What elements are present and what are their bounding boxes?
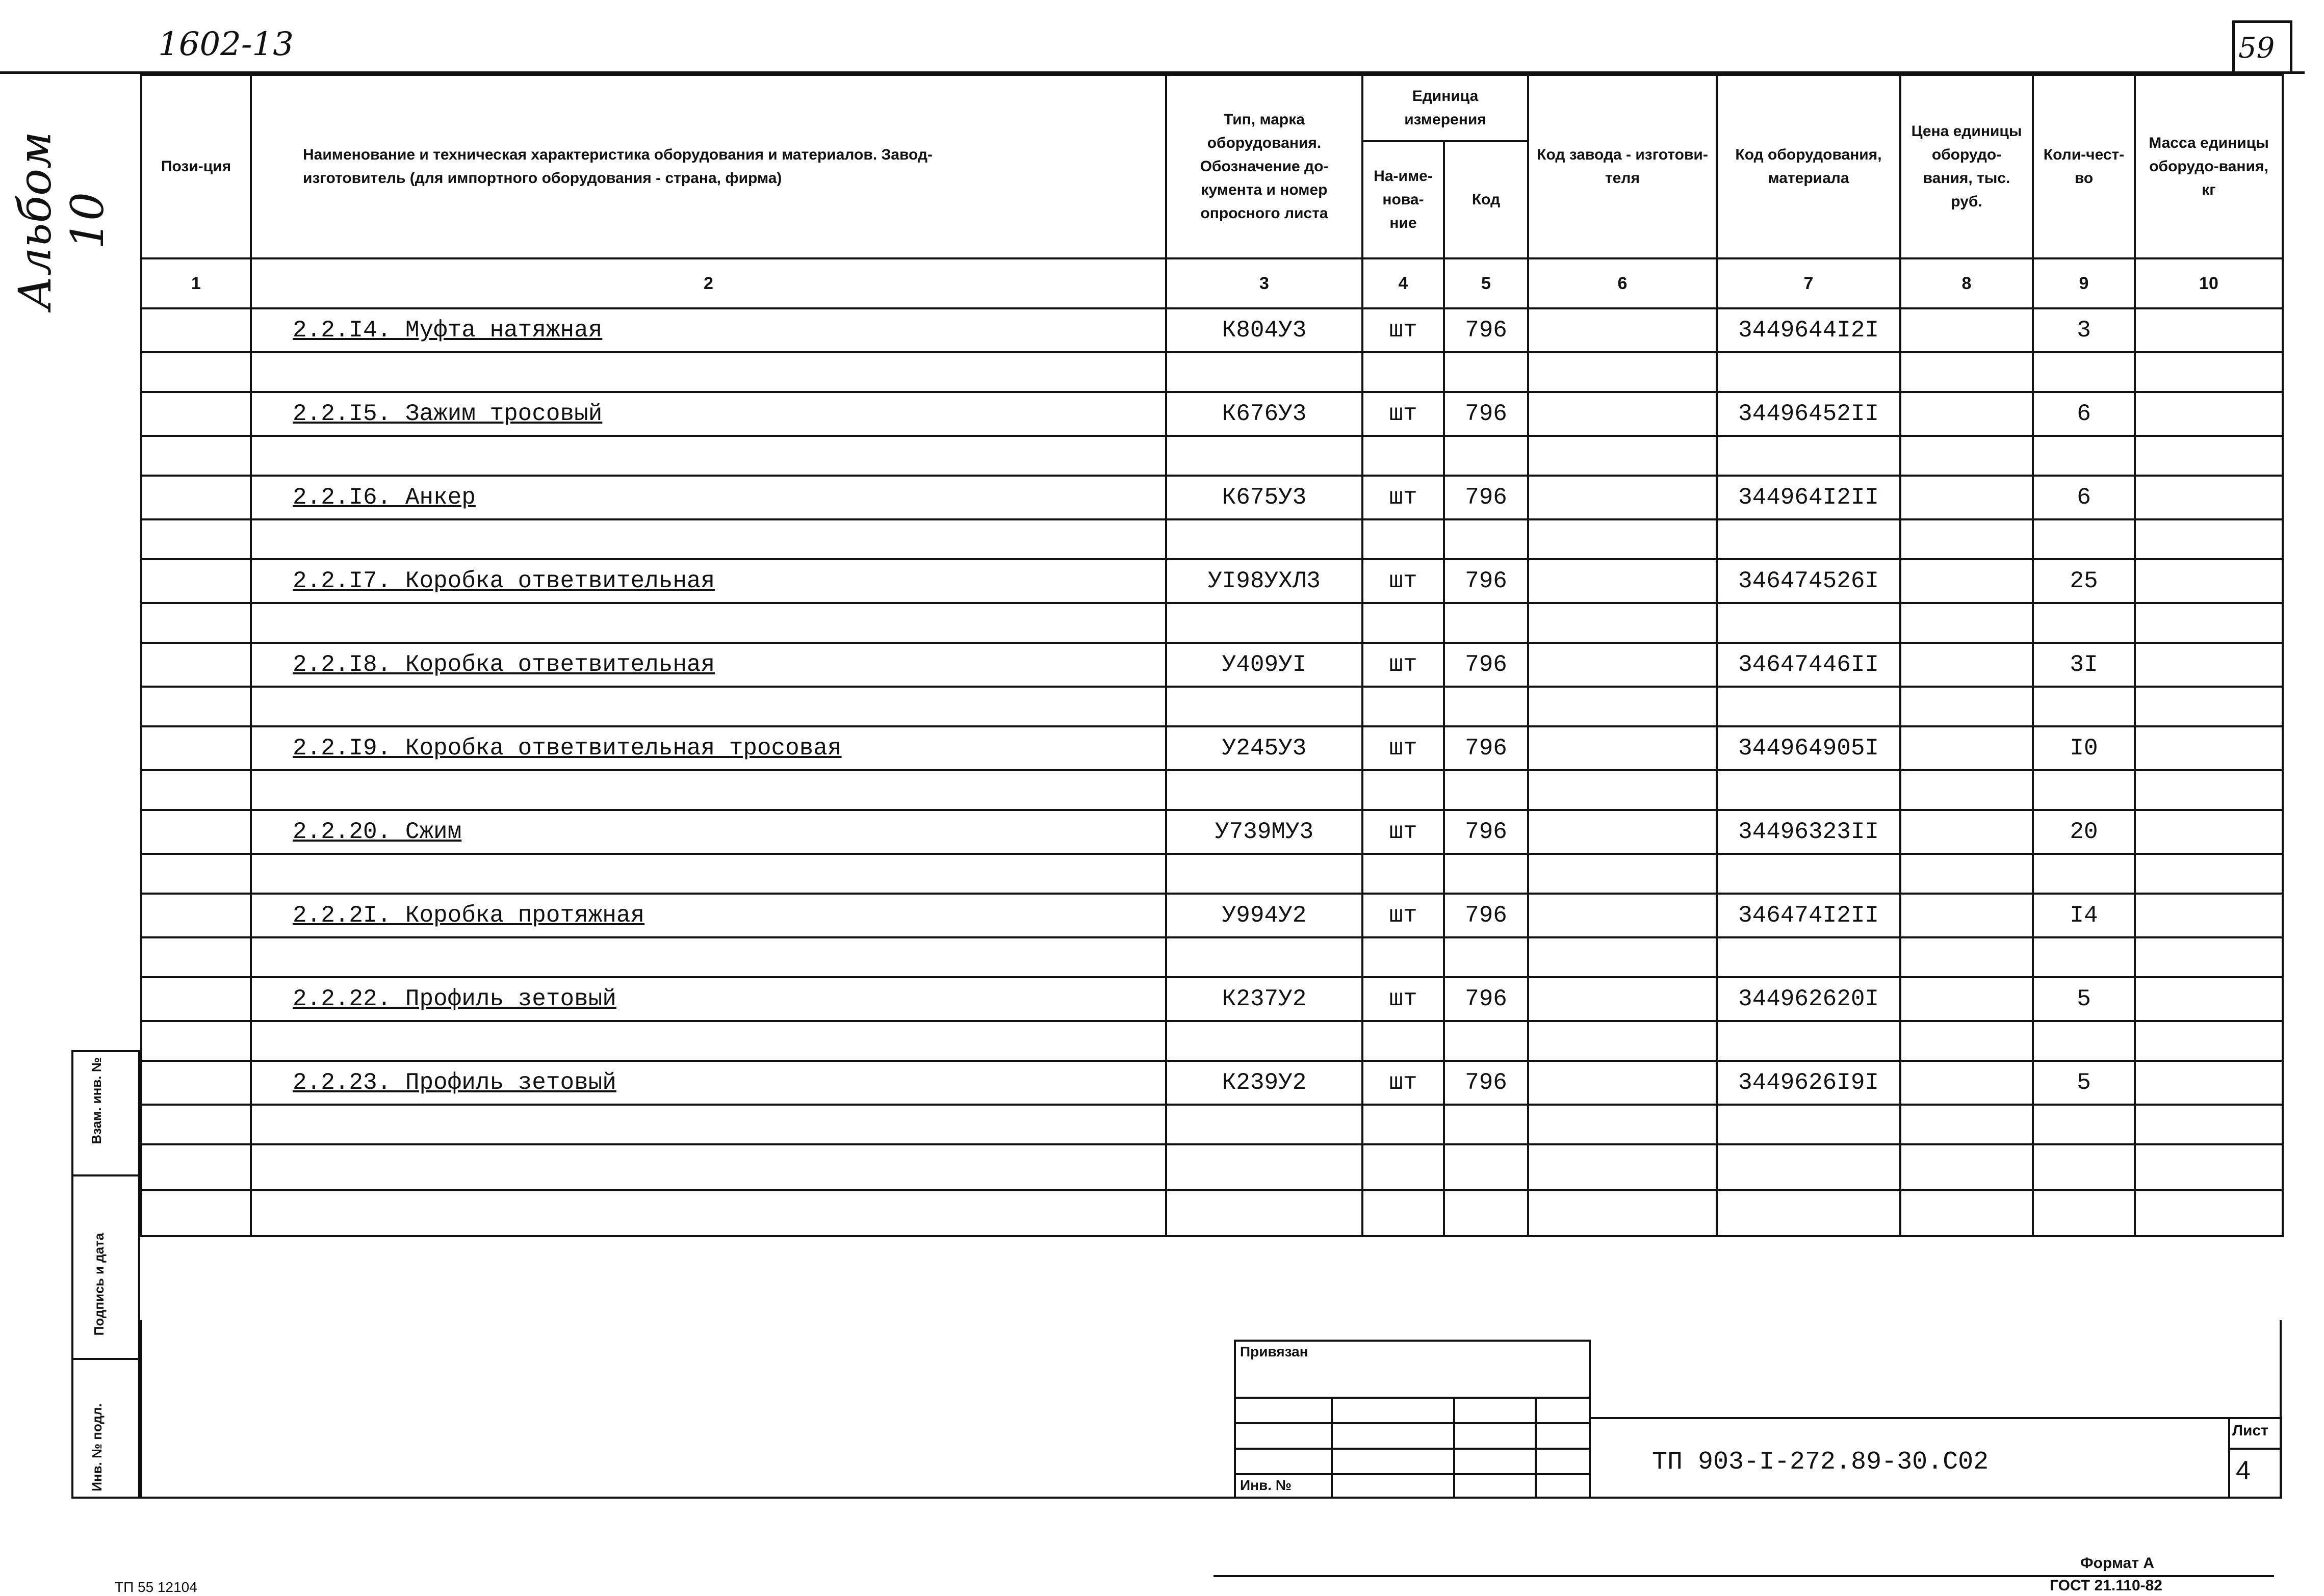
privyazan-line: [1234, 1473, 1591, 1475]
column-number: 5: [1444, 258, 1528, 308]
item-price: [1900, 894, 2033, 937]
empty-cell: [2033, 1144, 2135, 1190]
item-unit: шт: [1362, 476, 1444, 519]
spacer-cell: [2033, 687, 2135, 726]
table-row: [141, 726, 2283, 770]
spacer-cell: [141, 436, 251, 476]
empty-row: [141, 1144, 2283, 1190]
spacer-cell: [2135, 352, 2283, 392]
position-cell: [141, 810, 251, 854]
item-quantity: 6: [2033, 476, 2135, 519]
spacer-cell: [1444, 687, 1528, 726]
item-mass: [2135, 643, 2283, 687]
spacer-cell: [2033, 352, 2135, 392]
spacer-cell: [2033, 603, 2135, 643]
item-unit: шт: [1362, 559, 1444, 603]
item-price: [1900, 977, 2033, 1021]
spacer-cell: [1717, 603, 1900, 643]
spacer-cell: [1900, 603, 2033, 643]
col-header-unit-name: На-име-нова-ние: [1362, 141, 1444, 258]
strip-label-inv-original: Инв. № подл.: [89, 1403, 105, 1492]
item-mass: [2135, 894, 2283, 937]
item-code: 344964905I: [1717, 726, 1900, 770]
spacer-cell: [1362, 854, 1444, 894]
item-price: [1900, 1061, 2033, 1105]
spacer-cell: [1362, 1021, 1444, 1061]
spacer-row: [141, 519, 2283, 559]
empty-cell: [1166, 1144, 1362, 1190]
item-unit-code: 796: [1444, 308, 1528, 352]
position-cell: [141, 392, 251, 436]
spacer-row: [141, 1021, 2283, 1061]
privyazan-line: [1234, 1422, 1591, 1424]
spacer-cell: [2135, 854, 2283, 894]
spacer-row: [141, 854, 2283, 894]
item-code: 34496452II: [1717, 392, 1900, 436]
position-cell: [141, 977, 251, 1021]
spacer-cell: [1166, 1105, 1362, 1144]
spacer-row: [141, 603, 2283, 643]
empty-cell: [1444, 1144, 1528, 1190]
spacer-cell: [1444, 1021, 1528, 1061]
spacer-cell: [251, 854, 1166, 894]
item-price: [1900, 476, 2033, 519]
item-mass: [2135, 392, 2283, 436]
item-name: 2.2.2I. Коробка протяжная: [251, 894, 1166, 937]
spacer-cell: [2135, 937, 2283, 977]
spacer-cell: [1528, 519, 1717, 559]
empty-cell: [1528, 1190, 1717, 1236]
table-row: [141, 894, 2283, 937]
item-factory-code: [1528, 308, 1717, 352]
position-cell: [141, 894, 251, 937]
spacer-cell: [2033, 1021, 2135, 1061]
spacer-cell: [2033, 937, 2135, 977]
item-code: 344962620I: [1717, 977, 1900, 1021]
position-cell: [141, 308, 251, 352]
spacer-cell: [2135, 687, 2283, 726]
spacer-cell: [1717, 854, 1900, 894]
privyazan-vline: [1453, 1397, 1455, 1499]
spacer-cell: [1362, 937, 1444, 977]
item-unit: шт: [1362, 308, 1444, 352]
spacer-cell: [1900, 519, 2033, 559]
spacer-cell: [1717, 436, 1900, 476]
item-code: 34647446II: [1717, 643, 1900, 687]
item-factory-code: [1528, 392, 1717, 436]
table-row: [141, 643, 2283, 687]
empty-cell: [251, 1190, 1166, 1236]
item-code: 346474526I: [1717, 559, 1900, 603]
inv-number-label: Инв. №: [1240, 1477, 1292, 1493]
spacer-cell: [1362, 687, 1444, 726]
spacer-cell: [1166, 854, 1362, 894]
item-unit-code: 796: [1444, 643, 1528, 687]
item-unit-code: 796: [1444, 476, 1528, 519]
col-header-equipment-code: Код оборудования, материала: [1717, 75, 1900, 258]
item-type: К804У3: [1166, 308, 1362, 352]
item-name: 2.2.I5. Зажим тросовый: [251, 392, 1166, 436]
spacer-cell: [251, 436, 1166, 476]
spacer-cell: [141, 1105, 251, 1144]
spacer-cell: [1166, 352, 1362, 392]
spacer-cell: [1528, 436, 1717, 476]
spacer-cell: [1362, 603, 1444, 643]
title-block-line: [1591, 1417, 2282, 1419]
spacer-cell: [1362, 770, 1444, 810]
item-unit: шт: [1362, 977, 1444, 1021]
item-factory-code: [1528, 894, 1717, 937]
item-quantity: 20: [2033, 810, 2135, 854]
item-quantity: 5: [2033, 977, 2135, 1021]
left-signature-strip: [71, 1050, 140, 1499]
table-row: [141, 977, 2283, 1021]
spacer-cell: [141, 519, 251, 559]
item-type: У245У3: [1166, 726, 1362, 770]
spacer-cell: [251, 603, 1166, 643]
table-row: [141, 476, 2283, 519]
col-header-unit-group: Единица измерения: [1362, 75, 1528, 141]
spacer-cell: [1444, 352, 1528, 392]
item-price: [1900, 643, 2033, 687]
spacer-cell: [1166, 436, 1362, 476]
empty-cell: [1717, 1144, 1900, 1190]
document-code: ТП 903-I-272.89-30.С02: [1652, 1448, 1989, 1477]
item-factory-code: [1528, 977, 1717, 1021]
spacer-cell: [1444, 436, 1528, 476]
spacer-cell: [1166, 1021, 1362, 1061]
spacer-cell: [1900, 770, 2033, 810]
strip-label-signature-date: Подпись и дата: [91, 1233, 107, 1336]
spacer-cell: [1166, 603, 1362, 643]
position-cell: [141, 726, 251, 770]
spacer-cell: [1444, 854, 1528, 894]
column-number: 7: [1717, 258, 1900, 308]
table-row: [141, 559, 2283, 603]
spacer-cell: [141, 1021, 251, 1061]
position-cell: [141, 476, 251, 519]
spacer-cell: [1900, 1105, 2033, 1144]
spacer-cell: [141, 352, 251, 392]
item-code: 3449626I9I: [1717, 1061, 1900, 1105]
strip-label-replace-inv: Взам. инв. №: [88, 1057, 104, 1144]
spacer-cell: [1362, 1105, 1444, 1144]
item-type: У994У2: [1166, 894, 1362, 937]
list-label: Лист: [2232, 1422, 2268, 1439]
spacer-cell: [1444, 603, 1528, 643]
spacer-cell: [1528, 352, 1717, 392]
spacer-cell: [2033, 519, 2135, 559]
item-name: 2.2.I7. Коробка ответвительная: [251, 559, 1166, 603]
spacer-cell: [1717, 937, 1900, 977]
spacer-cell: [2033, 770, 2135, 810]
spacer-cell: [141, 770, 251, 810]
spacer-cell: [251, 1021, 1166, 1061]
item-unit-code: 796: [1444, 810, 1528, 854]
item-unit-code: 796: [1444, 977, 1528, 1021]
item-quantity: I0: [2033, 726, 2135, 770]
spacer-cell: [2033, 436, 2135, 476]
col-header-type: Тип, марка оборудования. Обозначение до-кумента и номер опросного листа: [1166, 75, 1362, 258]
spacer-cell: [1717, 519, 1900, 559]
top-code: 1602-13: [158, 25, 294, 63]
spacer-cell: [1166, 937, 1362, 977]
item-quantity: 25: [2033, 559, 2135, 603]
album-label: Альбом 10: [9, 131, 114, 310]
spacer-cell: [1528, 854, 1717, 894]
item-price: [1900, 559, 2033, 603]
item-mass: [2135, 726, 2283, 770]
empty-cell: [2033, 1190, 2135, 1236]
spacer-cell: [141, 854, 251, 894]
position-cell: [141, 559, 251, 603]
empty-cell: [1528, 1144, 1717, 1190]
item-type: У409УI: [1166, 643, 1362, 687]
item-factory-code: [1528, 1061, 1717, 1105]
spacer-cell: [2135, 519, 2283, 559]
item-quantity: 3: [2033, 308, 2135, 352]
spacer-cell: [2135, 603, 2283, 643]
item-quantity: 5: [2033, 1061, 2135, 1105]
col-header-factory-code: Код завода - изготови-теля: [1528, 75, 1717, 258]
spacer-cell: [1362, 352, 1444, 392]
spacer-cell: [1717, 352, 1900, 392]
item-quantity: 3I: [2033, 643, 2135, 687]
spacer-cell: [251, 519, 1166, 559]
spacer-cell: [1444, 519, 1528, 559]
spacer-cell: [1717, 687, 1900, 726]
spacer-row: [141, 770, 2283, 810]
spacer-cell: [1362, 436, 1444, 476]
spacer-cell: [2135, 1105, 2283, 1144]
item-unit: шт: [1362, 392, 1444, 436]
column-number: 1: [141, 258, 251, 308]
spacer-cell: [1717, 770, 1900, 810]
spacer-cell: [1166, 519, 1362, 559]
strip-divider: [73, 1174, 140, 1176]
empty-cell: [1717, 1190, 1900, 1236]
privyazan-vline: [1535, 1397, 1537, 1499]
col-header-mass: Масса единицы оборудо-вания, кг: [2135, 75, 2283, 258]
item-quantity: I4: [2033, 894, 2135, 937]
item-unit: шт: [1362, 810, 1444, 854]
strip-divider: [73, 1358, 140, 1360]
spacer-cell: [251, 352, 1166, 392]
spacer-row: [141, 687, 2283, 726]
gost-label: ГОСТ 21.110-82: [2050, 1577, 2162, 1594]
spacer-row: [141, 1105, 2283, 1144]
spacer-row: [141, 937, 2283, 977]
spacer-cell: [1444, 770, 1528, 810]
item-code: 3449644I2I: [1717, 308, 1900, 352]
item-mass: [2135, 559, 2283, 603]
table-row: [141, 810, 2283, 854]
item-price: [1900, 392, 2033, 436]
item-unit-code: 796: [1444, 726, 1528, 770]
item-price: [1900, 308, 2033, 352]
item-name: 2.2.23. Профиль зетовый: [251, 1061, 1166, 1105]
spacer-cell: [1900, 1021, 2033, 1061]
spacer-cell: [1528, 937, 1717, 977]
item-factory-code: [1528, 559, 1717, 603]
item-mass: [2135, 308, 2283, 352]
item-unit: шт: [1362, 726, 1444, 770]
spacer-cell: [251, 937, 1166, 977]
position-cell: [141, 643, 251, 687]
column-number: 3: [1166, 258, 1362, 308]
empty-cell: [141, 1190, 251, 1236]
empty-cell: [141, 1144, 251, 1190]
spacer-cell: [1900, 436, 2033, 476]
spacer-cell: [2033, 1105, 2135, 1144]
col-header-price: Цена единицы оборудо-вания, тыс. руб.: [1900, 75, 2033, 258]
empty-cell: [1362, 1190, 1444, 1236]
item-type: К676У3: [1166, 392, 1362, 436]
spacer-cell: [1900, 687, 2033, 726]
spacer-cell: [2033, 854, 2135, 894]
spacer-cell: [1166, 687, 1362, 726]
empty-cell: [1166, 1190, 1362, 1236]
empty-cell: [1900, 1190, 2033, 1236]
empty-cell: [1444, 1190, 1528, 1236]
col-header-position: Пози-ция: [141, 75, 251, 258]
item-factory-code: [1528, 476, 1717, 519]
spacer-cell: [1444, 1105, 1528, 1144]
table-row: [141, 1061, 2283, 1105]
column-number: 4: [1362, 258, 1444, 308]
table-row: [141, 308, 2283, 352]
item-type: К239У2: [1166, 1061, 1362, 1105]
item-unit-code: 796: [1444, 392, 1528, 436]
privyazan-vline: [1331, 1397, 1333, 1499]
column-number: 9: [2033, 258, 2135, 308]
spacer-row: [141, 352, 2283, 392]
empty-cell: [2135, 1190, 2283, 1236]
spacer-cell: [251, 1105, 1166, 1144]
item-price: [1900, 810, 2033, 854]
item-price: [1900, 726, 2033, 770]
position-cell: [141, 1061, 251, 1105]
list-number: 4: [2236, 1456, 2251, 1485]
item-type: К237У2: [1166, 977, 1362, 1021]
item-mass: [2135, 476, 2283, 519]
item-unit: шт: [1362, 643, 1444, 687]
item-code: 344964I2II: [1717, 476, 1900, 519]
list-divider: [2228, 1448, 2282, 1450]
spacer-cell: [1444, 937, 1528, 977]
col-header-quantity: Коли-чест-во: [2033, 75, 2135, 258]
col-header-unit-code: Код: [1444, 141, 1528, 258]
item-name: 2.2.I8. Коробка ответвительная: [251, 643, 1166, 687]
item-mass: [2135, 810, 2283, 854]
spacer-cell: [1528, 770, 1717, 810]
spacer-cell: [1528, 603, 1717, 643]
item-factory-code: [1528, 643, 1717, 687]
spacer-cell: [2135, 1021, 2283, 1061]
item-type: УI98УХЛ3: [1166, 559, 1362, 603]
item-unit: шт: [1362, 1061, 1444, 1105]
item-name: 2.2.I4. Муфта натяжная: [251, 308, 1166, 352]
privyazan-line: [1234, 1397, 1591, 1399]
spacer-cell: [141, 937, 251, 977]
table-row: [141, 392, 2283, 436]
spacer-cell: [1528, 1021, 1717, 1061]
item-name: 2.2.22. Профиль зетовый: [251, 977, 1166, 1021]
item-quantity: 6: [2033, 392, 2135, 436]
spacer-cell: [2135, 436, 2283, 476]
spacer-cell: [2135, 770, 2283, 810]
specification-table: [140, 74, 2284, 1237]
item-unit-code: 796: [1444, 1061, 1528, 1105]
spacer-cell: [1528, 1105, 1717, 1144]
spacer-cell: [251, 770, 1166, 810]
privyazan-line: [1234, 1448, 1591, 1450]
footer-code: ТП 55 12104: [115, 1579, 197, 1595]
spacer-cell: [141, 603, 251, 643]
sheet-number: 59: [2238, 32, 2275, 65]
item-type: К675У3: [1166, 476, 1362, 519]
item-mass: [2135, 977, 2283, 1021]
col-header-name: Наименование и техническая характеристика оборудования и материалов. Завод-изготовитель (для импортного оборудования - страна, фирма): [251, 75, 1166, 258]
column-number: 10: [2135, 258, 2283, 308]
spacer-cell: [1900, 352, 2033, 392]
item-name: 2.2.I9. Коробка ответвительная тросовая: [251, 726, 1166, 770]
item-name: 2.2.20. Сжим: [251, 810, 1166, 854]
item-unit-code: 796: [1444, 559, 1528, 603]
item-unit-code: 796: [1444, 894, 1528, 937]
privyazan-label: Привязан: [1240, 1344, 1308, 1359]
spacer-cell: [1900, 937, 2033, 977]
spacer-row: [141, 436, 2283, 476]
item-code: 34496323II: [1717, 810, 1900, 854]
item-name: 2.2.I6. Анкер: [251, 476, 1166, 519]
spacer-cell: [1166, 770, 1362, 810]
item-factory-code: [1528, 810, 1717, 854]
empty-cell: [1362, 1144, 1444, 1190]
item-code: 346474I2II: [1717, 894, 1900, 937]
item-factory-code: [1528, 726, 1717, 770]
column-number: 8: [1900, 258, 2033, 308]
spacer-cell: [1362, 519, 1444, 559]
empty-cell: [2135, 1144, 2283, 1190]
spacer-cell: [1528, 687, 1717, 726]
item-mass: [2135, 1061, 2283, 1105]
column-number: 2: [251, 258, 1166, 308]
item-type: У739МУ3: [1166, 810, 1362, 854]
empty-cell: [1900, 1144, 2033, 1190]
format-label: Формат А: [2080, 1555, 2155, 1572]
spacer-cell: [251, 687, 1166, 726]
empty-cell: [251, 1144, 1166, 1190]
empty-row: [141, 1190, 2283, 1236]
column-numbers-row: [141, 258, 2283, 308]
item-unit: шт: [1362, 894, 1444, 937]
spacer-cell: [141, 687, 251, 726]
spacer-cell: [1900, 854, 2033, 894]
spacer-cell: [1717, 1105, 1900, 1144]
column-number: 6: [1528, 258, 1717, 308]
spacer-cell: [1717, 1021, 1900, 1061]
